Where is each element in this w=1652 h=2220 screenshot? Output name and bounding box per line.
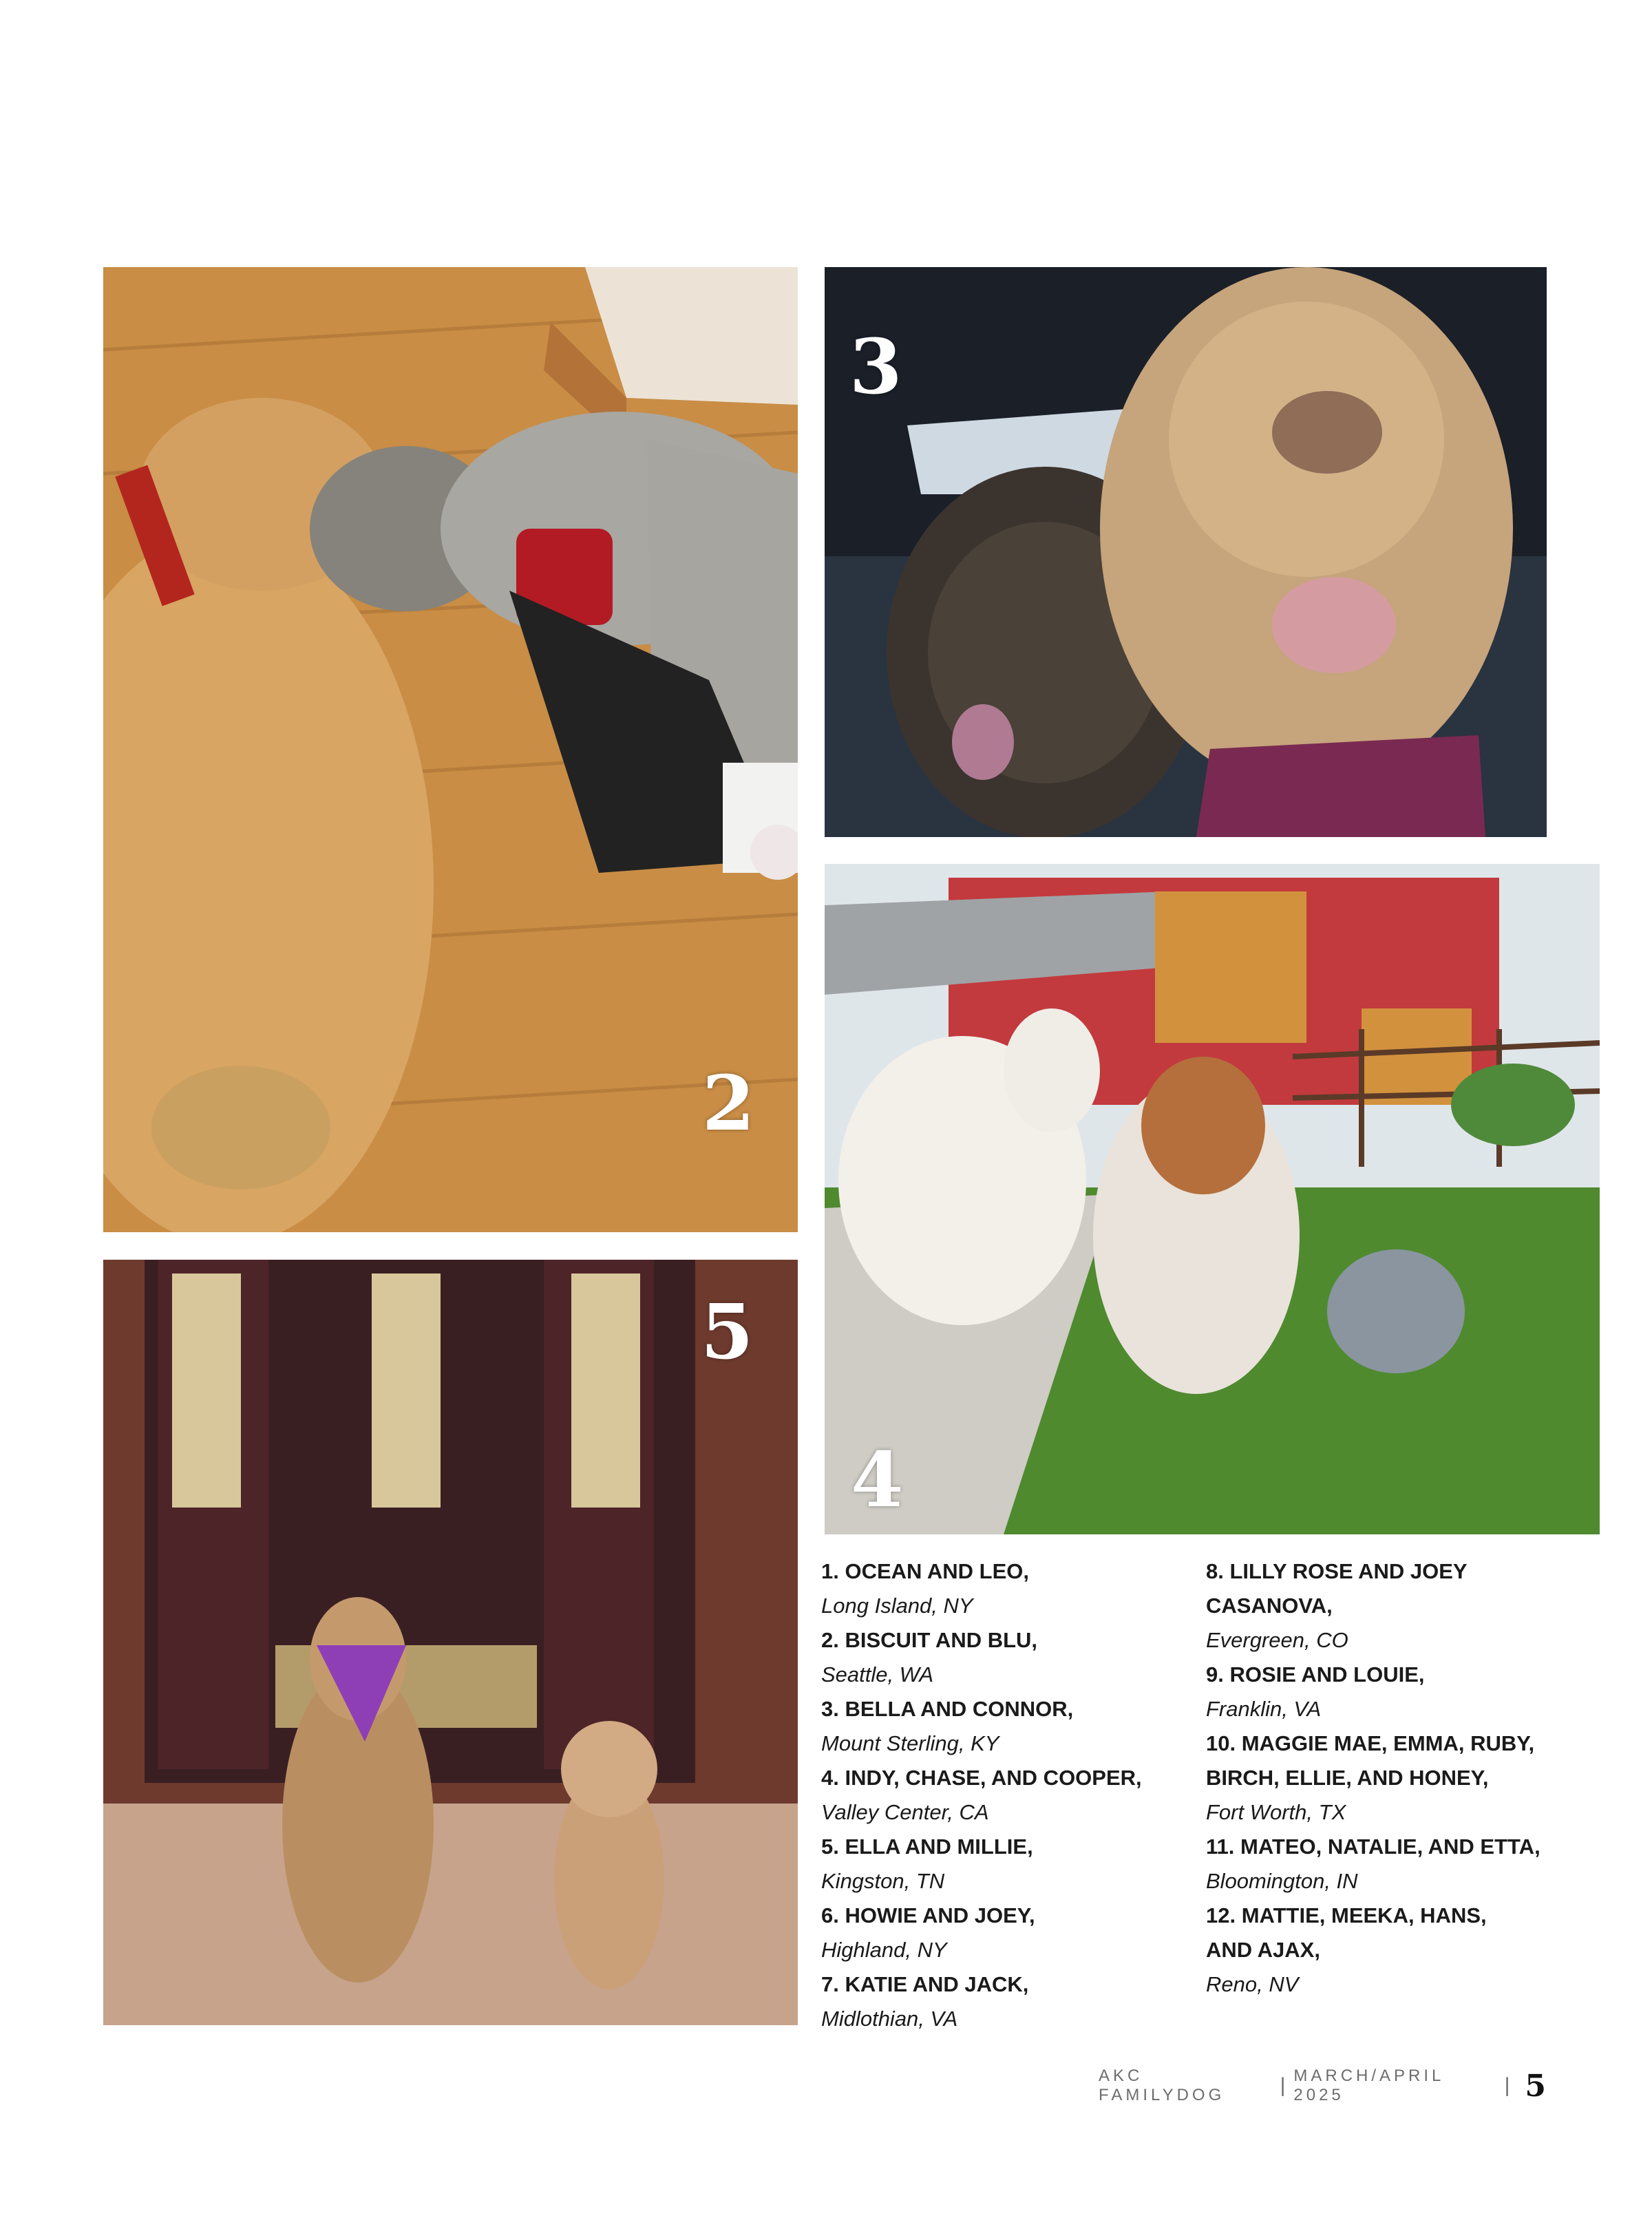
caption-name-continued: CASANOVA, <box>1206 1594 1333 1618</box>
page-footer <box>1099 2065 1546 2106</box>
caption-location: Franklin, VA <box>1206 1697 1322 1721</box>
caption-location: Reno, NV <box>1206 1972 1299 1996</box>
photo-number: 2 <box>702 1059 755 1148</box>
caption-name-continued: BIRCH, ELLIE, AND HONEY, <box>1206 1766 1489 1790</box>
caption-location: Highland, NY <box>821 1938 947 1962</box>
caption-name: 5. ELLA AND MILLIE, <box>821 1835 1033 1859</box>
page-number: 5 <box>1525 2068 1546 2104</box>
caption-name: 12. MATTIE, MEEKA, HANS, <box>1206 1903 1487 1927</box>
caption-name: 2. BISCUIT AND BLU, <box>821 1628 1038 1652</box>
issue-date: MARCH/APRIL 2025 <box>1293 2066 1444 2104</box>
footer-separator: | <box>1280 2074 1286 2097</box>
caption-name: 11. MATEO, NATALIE, AND ETTA, <box>1206 1835 1540 1859</box>
caption-name: 7. KATIE AND JACK, <box>821 1972 1029 1996</box>
photo-number: 3 <box>849 322 902 411</box>
caption-name: 10. MAGGIE MAE, EMMA, RUBY, <box>1206 1731 1535 1755</box>
caption-name: 4. INDY, CHASE, AND COOPER, <box>821 1766 1142 1790</box>
caption-location: Seattle, WA <box>821 1662 934 1687</box>
photo-5 <box>103 1260 798 2025</box>
caption-column-1 <box>821 1554 1193 2036</box>
footer-separator: | <box>1504 2074 1510 2097</box>
caption-location: Bloomington, IN <box>1206 1869 1358 1893</box>
photo-4-image <box>825 864 1600 1534</box>
caption-location: Fort Worth, TX <box>1206 1800 1346 1824</box>
caption-location: Midlothian, VA <box>821 2007 958 2031</box>
caption-name: 8. LILLY ROSE AND JOEY <box>1206 1559 1468 1583</box>
caption-location: Kingston, TN <box>821 1869 945 1893</box>
caption-name-continued: AND AJAX, <box>1206 1938 1320 1962</box>
photo-4 <box>825 864 1600 1534</box>
caption-location: Long Island, NY <box>821 1594 973 1618</box>
caption-name: 1. OCEAN AND LEO, <box>821 1559 1029 1583</box>
caption-name: 9. ROSIE AND LOUIE, <box>1206 1662 1425 1687</box>
caption-name: 3. BELLA AND CONNOR, <box>821 1697 1074 1721</box>
caption-name: 6. HOWIE AND JOEY, <box>821 1903 1035 1927</box>
photo-2 <box>103 267 798 1232</box>
photo-3-image <box>825 267 1547 837</box>
photo-3 <box>825 267 1547 837</box>
photo-number: 4 <box>851 1435 904 1524</box>
caption-location: Valley Center, CA <box>821 1800 989 1824</box>
publication-name: AKC FAMILYDOG <box>1099 2066 1225 2104</box>
caption-location: Mount Sterling, KY <box>821 1731 999 1755</box>
photo-5-image <box>103 1260 798 2025</box>
caption-column-2 <box>1206 1554 1591 2002</box>
photo-2-image <box>103 267 798 1232</box>
caption-location: Evergreen, CO <box>1206 1628 1348 1652</box>
photo-number: 5 <box>701 1287 754 1376</box>
